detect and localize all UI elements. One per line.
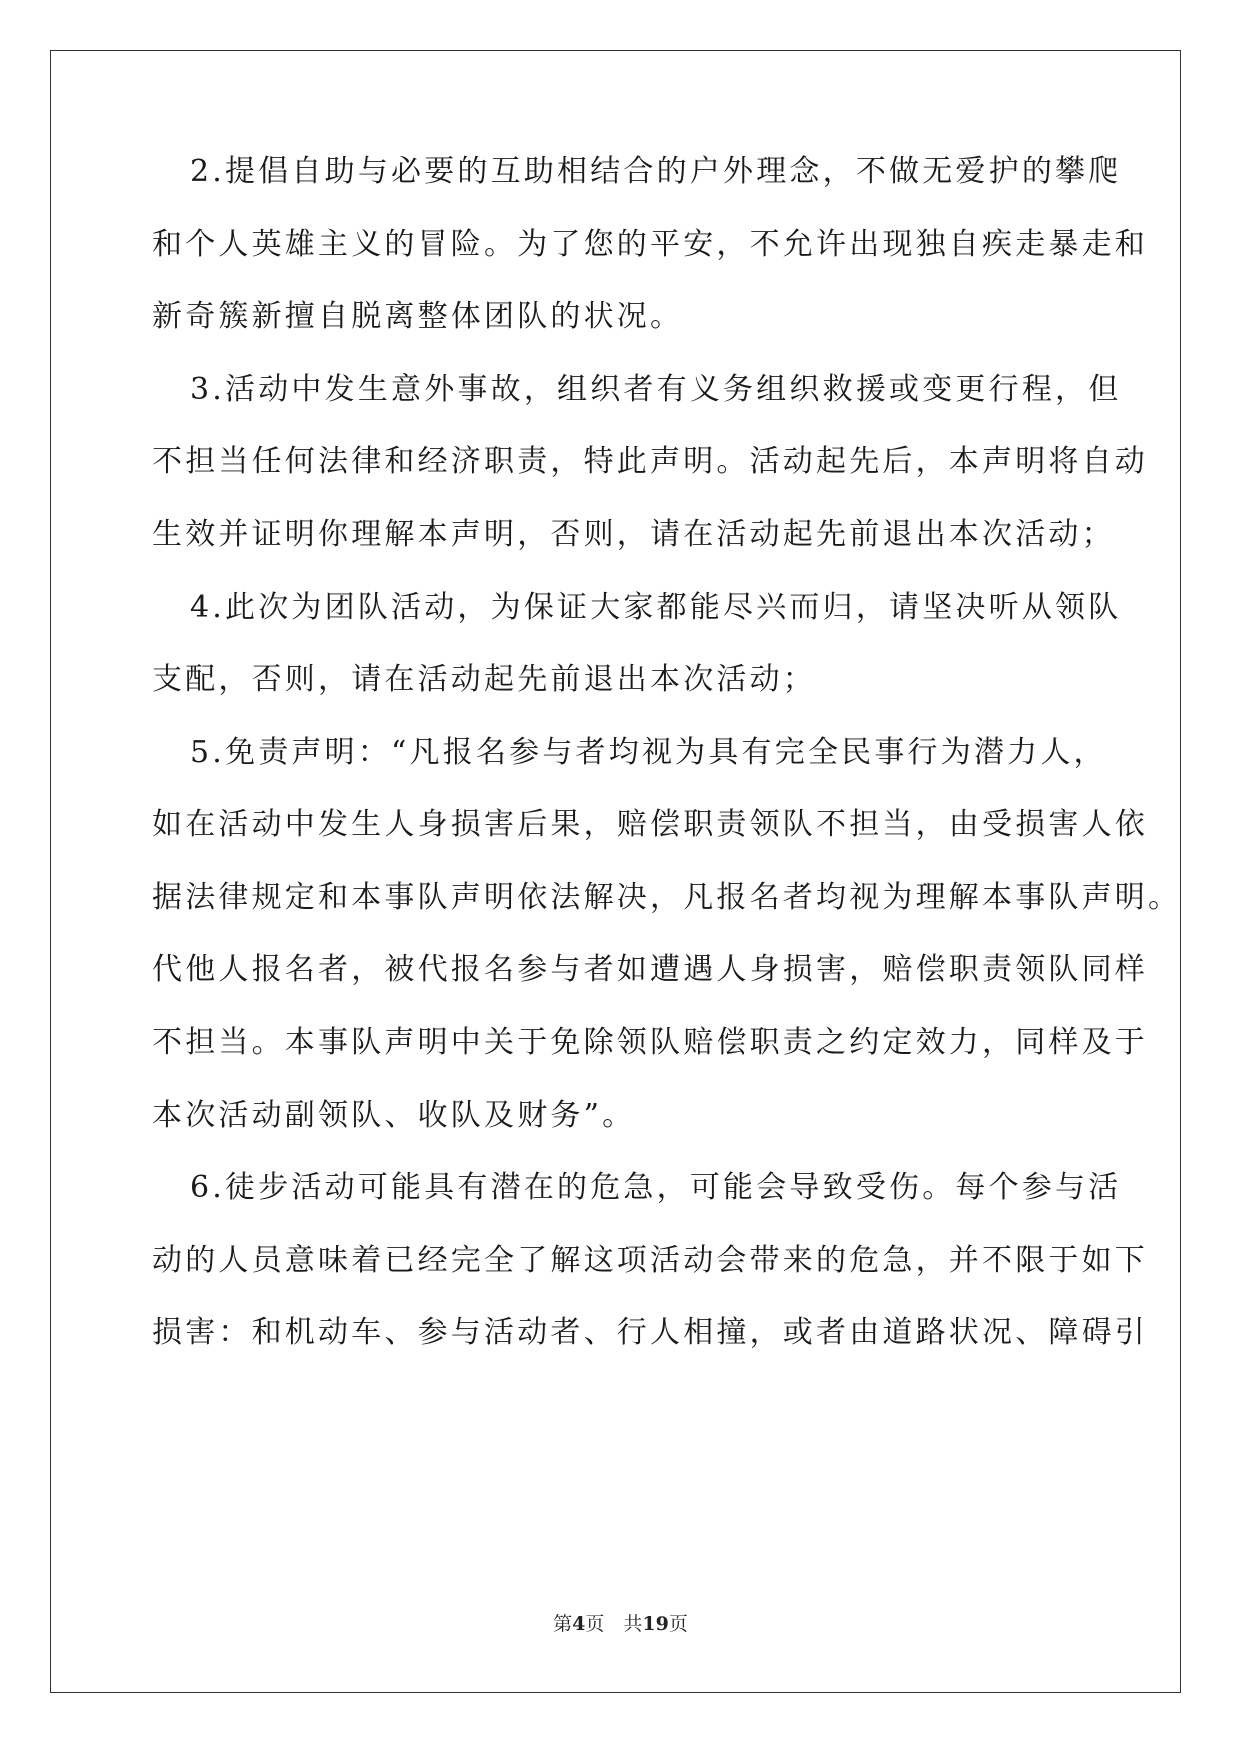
paragraph-6-line-2: 动的人员意味着已经完全了解这项活动会带来的危急，并不限于如下 (152, 1243, 1148, 1278)
paragraph-6-line-1: 6.徒步活动可能具有潜在的危急，可能会导致受伤。每个参与活 (190, 1170, 1122, 1205)
page-number-footer (0, 1612, 1241, 1636)
paragraph-5-line-5: 不担当。本事队声明中关于免除领队赔偿职责之约定效力，同样及于 (152, 1025, 1148, 1060)
current-page-number: 4 (572, 1613, 586, 1635)
paragraph-3-line-3: 生效并证明你理解本声明，否则，请在活动起先前退出本次活动； (152, 517, 1115, 552)
total-page-count: 19 (642, 1613, 669, 1635)
footer-suffix: 页 (668, 1613, 688, 1635)
paragraph-5-line-4: 代他人报名者，被代报名参与者如遭遇人身损害，赔偿职责领队同样 (152, 952, 1148, 987)
footer-middle: 页 共 (585, 1613, 643, 1635)
paragraph-6-line-3: 损害：和机动车、参与活动者、行人相撞，或者由道路状况、障碍引 (152, 1315, 1148, 1350)
paragraph-3-line-1: 3.活动中发生意外事故，组织者有义务组织救援或变更行程，但 (190, 372, 1122, 407)
paragraph-3-line-2: 不担当任何法律和经济职责，特此声明。活动起先后，本声明将自动 (152, 444, 1148, 479)
footer-prefix: 第 (553, 1613, 573, 1635)
paragraph-5-line-6: 本次活动副领队、收队及财务”。 (152, 1098, 636, 1133)
paragraph-4-line-2: 支配，否则，请在活动起先前退出本次活动； (152, 662, 816, 697)
paragraph-2-line-2: 和个人英雄主义的冒险。为了您的平安，不允许出现独自疾走暴走和 (152, 227, 1148, 262)
paragraph-2-line-1: 2.提倡自助与必要的互助相结合的户外理念，不做无爱护的攀爬 (190, 154, 1122, 189)
paragraph-5-line-3: 据法律规定和本事队声明依法解决，凡报名者均视为理解本事队声明。 (152, 880, 1182, 915)
paragraph-4-line-1: 4.此次为团队活动，为保证大家都能尽兴而归，请坚决听从领队 (190, 590, 1122, 625)
paragraph-2-line-3: 新奇簇新擅自脱离整体团队的状况。 (152, 299, 684, 334)
paragraph-5-line-1: 5.免责声明：“凡报名参与者均视为具有完全民事行为潜力人， (190, 735, 1107, 770)
paragraph-5-line-2: 如在活动中发生人身损害后果，赔偿职责领队不担当，由受损害人依 (152, 807, 1148, 842)
